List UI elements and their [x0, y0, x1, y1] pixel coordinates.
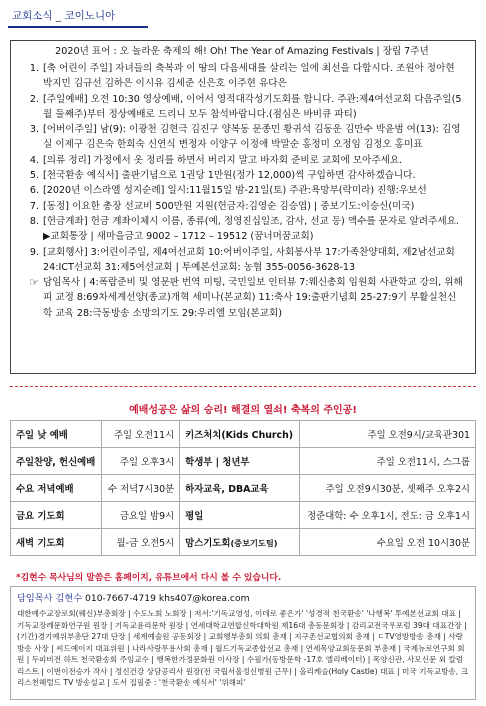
- notice-item: [19, 168, 465, 183]
- header-underline: [8, 26, 148, 28]
- pastor-name: 김현수: [55, 593, 83, 604]
- schedule-label: 주일찬양, 헌신예배: [11, 448, 102, 475]
- schedule-time: 수요일 오전 10시30분: [300, 529, 476, 556]
- notice-item: [19, 153, 465, 168]
- schedule-time: 주일 오전9시/교육관301: [300, 421, 476, 448]
- schedule-label-note: (중보기도팀): [230, 538, 278, 548]
- pastor-bio: 대한예수교장로회(웨신)부총회장 | 수도노회 노회장 | 저서:'기독교영성, 이데로 좋은가' '성경적 천국환송' '나행복' 투예본선교회 대표 | 기독교장례문화연구원 원장 | 기독교윤리문학 원장 | 연세대학교연합신학대학원 제16대 총동문회장 | 감리교전국우포럼 39대 대표간장 | (기간)경기예위부총단 27대 단장 | 세계예술원 공동회장 | 교회행부총회 의회 총재 | 지구촌선교협의회 총재 | ㄷTV영방방송 총재 | 사랑방송 사장 | 씨드예이지 대표위원 | 나라사랑무용사회 총재 | 월드기독교종합선교 총재 | 연세목양교회동문회 부총재 | 국제뉴로연구회 회원 | 두피비전 하트 천국환송회 주임교수 | 행복한가정문화원 이사장 | 수필가(동방문학 -17호 엘리베이터) | 목양신관, 사모신문 외 칼럼리스트 | 이번이전승가 작사 | 정신건강 상담공리사 원장(전 국립서울정신병원 근무) | 올리케슬(Holy Castle) 대표 | 미국 기독교방송, 크리스천헤럴드 TV 방송설교 | 도서 집필중 : '천국환송 예식서' '위해피': [17, 609, 468, 687]
- notice-title: 2020년 표어 : 오 놀라운 축제의 해! Oh! The Year of Amazing Festivals | 장립 7주년: [55, 46, 429, 57]
- section-divider: [10, 386, 476, 387]
- schedule-time: 주일 오전11시: [102, 421, 180, 448]
- sermon-replay-notice: *김현수 목사님의 말씀은 홈페이지, 유튜브에서 다시 볼 수 있습니다.: [16, 573, 282, 583]
- schedule-label-text: 하자교육, DBA교육: [185, 484, 269, 495]
- notice-item-number: 2.: [29, 93, 39, 105]
- pastor-contact: 010-7667-4719 khs407@korea.com: [85, 593, 250, 604]
- section-title: 교회소식: [12, 10, 53, 22]
- schedule-time: 주일 오후3시: [102, 448, 180, 475]
- schedule-row: [11, 502, 476, 529]
- schedule-time: 정준대학: 수 오후1시, 전도: 금 오후1시: [300, 502, 476, 529]
- notice-item-number: 7.: [29, 200, 39, 212]
- schedule-row: [11, 421, 476, 448]
- notice-item: [19, 122, 465, 153]
- header-separator: _: [55, 10, 62, 22]
- church-name: 코이노니아: [64, 10, 116, 22]
- schedule-label-text: 맘스기도회: [185, 538, 231, 549]
- pastor-label: 담임목사: [17, 593, 53, 604]
- schedule-label: [180, 475, 300, 502]
- schedule-time: 월-금 오전5시: [102, 529, 180, 556]
- notice-item-number: 1.: [29, 63, 39, 74]
- schedule-time: 금요일 밤9시: [102, 502, 180, 529]
- schedule-label: 새벽 기도회: [11, 529, 102, 556]
- notice-item-number: 9.: [29, 246, 39, 258]
- notice-item-number: 3.: [29, 124, 39, 136]
- notice-item-number: 8.: [29, 215, 39, 227]
- schedule-label: [180, 529, 300, 556]
- schedule-label-text: 키즈처치(Kids Church): [185, 430, 294, 441]
- notice-item-text: [2020년 이스라엘 성지순례] 일시:11월15일 밤-21일(토) 주관:욕망부(락미라) 진행:우보선: [43, 185, 427, 197]
- notice-item-text: [의류 정리] 가정에서 옷 정리를 하면서 버리지 말고 바자회 준비로 교회에 모아주세요.: [43, 154, 403, 166]
- notice-item: [19, 214, 465, 245]
- notice-item-text: [교회행사] 3:어린이주일, 제4여선교회 10:어버이주일, 사회봉사부 17:가족찬양대회, 제2남선교회 24:ICT선교회 31:제5여선교회 | 투예본선교회: 농협 355-0056-3628-13: [43, 246, 455, 273]
- worship-schedule-table: [10, 420, 476, 556]
- pastor-box: [10, 586, 476, 700]
- notice-item: [19, 183, 465, 198]
- schedule-time: 주일 오전9시30분, 셋째주 오후2시: [300, 475, 476, 502]
- notice-item-text: [어버이주일] 남(9): 이광천 김현극 김진구 양복동 문종민 황귀석 김동운 김만수 박윤범 여(13): 김영실 이제구 김은숙 한희숙 신연식 변정자 이양구 이정애 박말순 홍정미 오정임 김정오 홍미표: [43, 124, 461, 151]
- notice-item-text: 담임목사 | 4:폭람준비 및 영문판 번역 미팅, 국민일보 인터뷰 7:웨신총회 임원회 사관학교 강의, 위해피 교정 8:69차세계선양(종교)개혁 세미나(본교회) 11:축사 19:출판기념회 25-27:9기 부활실천신학 교육 28:극동방송 소망의기도 29:우리엘 모임(본교회): [43, 277, 463, 319]
- schedule-label: [180, 421, 300, 448]
- notice-item-number: ☞: [29, 276, 39, 290]
- schedule-label: 금요 기도회: [11, 502, 102, 529]
- notice-item: [19, 199, 465, 214]
- schedule-row: [11, 475, 476, 502]
- schedule-label: [180, 502, 300, 529]
- notice-item-number: 4.: [29, 154, 39, 166]
- notice-item-text: [동정] 이요한 총장 선교비 500만원 지원(헌금자:김영순 김승엽) | 중보기도:이승신(미국): [43, 200, 415, 212]
- schedule-label: [180, 448, 300, 475]
- notice-item: [19, 92, 465, 123]
- notice-box: [10, 40, 476, 374]
- notice-item-text: [주일예배] 오전 10:30 영상예배, 이어서 영적대각성기도회를 합니다. 주관:제4여선교회 다음주일(5월 둘째주)부터 정상예배로 드리니 모두 참석바랍니다.(점심은 바비큐 파티): [43, 93, 462, 120]
- schedule-label: 주일 낮 예배: [11, 421, 102, 448]
- schedule-row: [11, 448, 476, 475]
- notice-item-number: 5.: [29, 170, 39, 182]
- schedule-row: [11, 529, 476, 556]
- notice-item-text: [천국환송 예식서] 출판기념으로 1권당 1만원(정가 12,000)씩 구입하면 감사하겠습니다.: [43, 170, 416, 182]
- schedule-time: 수 저녁7시30분: [102, 475, 180, 502]
- notice-item: [19, 245, 465, 276]
- notice-item-text: [축 어린이 주일] 자녀들의 축복과 이 땅의 다음세대를 살리는 일에 최선을 다합시다. 조원아 정아현 박지민 김규선 김하은 이시유 김세준 신은호 이주현 유다은: [43, 63, 455, 90]
- pastor-line: [17, 591, 469, 606]
- schedule-label: 수요 저녁예배: [11, 475, 102, 502]
- notice-item: [19, 275, 465, 321]
- schedule-label-text: 학생부 | 청년부: [185, 457, 250, 468]
- schedule-time: 주일 오전11시, 스그룹: [300, 448, 476, 475]
- notice-item: [19, 61, 465, 92]
- motto: 예배성공은 삶의 승리! 해결의 열쇠! 축복의 주인공!: [129, 405, 357, 416]
- schedule-label-text: 평일: [185, 511, 204, 522]
- page-header: [12, 8, 115, 23]
- notice-item-text: [헌금계좌] 헌금 계좌이체시 이름, 종류(예, 정영진십일조, 감사, 선교 등) 액수를 문자로 알려주세요. ▶교회통장 | 새마을금고 9002 – 1712 – 19512 (꿈너머꿈교회): [43, 215, 459, 243]
- notice-item-number: 6.: [29, 185, 39, 197]
- notice-list: [19, 61, 465, 321]
